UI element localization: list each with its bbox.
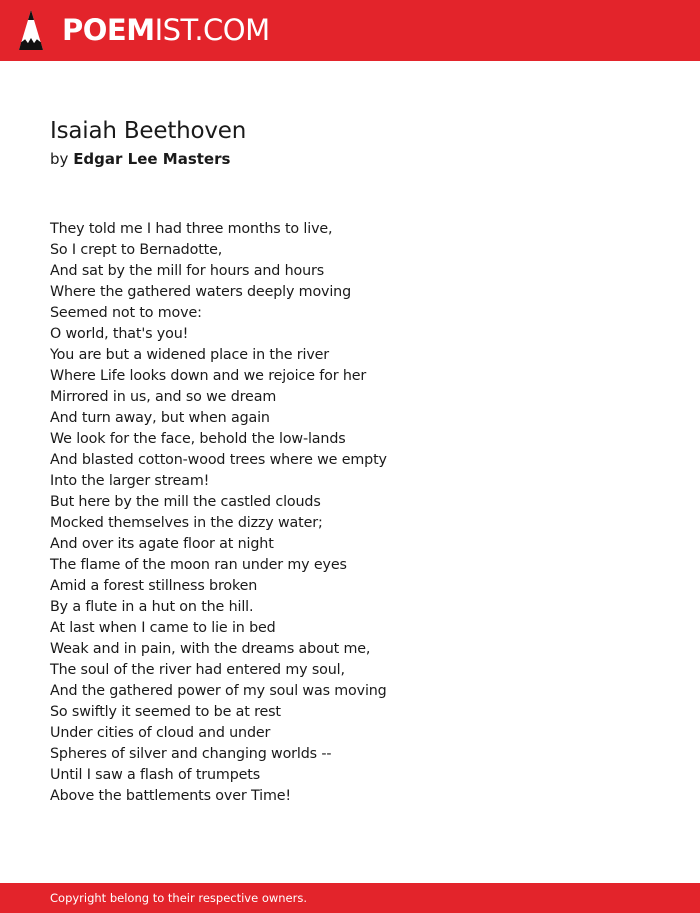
poem-line: And the gathered power of my soul was moving	[50, 683, 387, 699]
poem-line: Weak and in pain, with the dreams about me,	[50, 641, 371, 657]
poem-line: Where the gathered waters deeply moving	[50, 284, 352, 300]
poem-body	[50, 219, 387, 807]
site-header	[0, 0, 700, 61]
poem-line: We look for the face, behold the low-lands	[50, 431, 346, 447]
poem-line: Until I saw a flash of trumpets	[50, 767, 261, 783]
poem-line: Above the battlements over Time!	[50, 788, 291, 804]
brand-bold: POEM	[62, 13, 155, 47]
poem-line: Seemed not to move:	[50, 305, 202, 321]
poem-line: And turn away, but when again	[50, 410, 270, 426]
poem-line: So swiftly it seemed to be at rest	[50, 704, 281, 720]
poem-line: The flame of the moon ran under my eyes	[50, 557, 347, 573]
poem-line: And sat by the mill for hours and hours	[50, 263, 325, 279]
brand-light: IST.COM	[154, 13, 270, 47]
poem-line: Amid a forest stillness broken	[50, 578, 258, 594]
site-logo[interactable]	[62, 13, 270, 47]
poem-line: Mirrored in us, and so we dream	[50, 389, 277, 405]
poem-line: They told me I had three months to live,	[50, 221, 333, 237]
byline	[50, 149, 230, 169]
poem-line: Into the larger stream!	[50, 473, 210, 489]
site-footer	[0, 883, 700, 913]
poem-line: So I crept to Bernadotte,	[50, 242, 223, 258]
poem-line: And over its agate floor at night	[50, 536, 274, 552]
poem-line: O world, that's you!	[50, 326, 189, 342]
poem-line: Mocked themselves in the dizzy water;	[50, 515, 323, 531]
copyright-text: Copyright belong to their respective owners.	[50, 891, 308, 905]
poem-line: At last when I came to lie in bed	[50, 620, 276, 636]
poem-line: Where Life looks down and we rejoice for her	[50, 368, 367, 384]
poem-line: And blasted cotton-wood trees where we empty	[50, 452, 387, 468]
poem-line: But here by the mill the castled clouds	[50, 494, 321, 510]
poem-line: Spheres of silver and changing worlds --	[50, 746, 332, 762]
poem-line: You are but a widened place in the river	[50, 347, 330, 363]
poem-line: By a flute in a hut on the hill.	[50, 599, 254, 615]
by-label: by	[50, 150, 69, 168]
poem-line: Under cities of cloud and under	[50, 725, 271, 741]
author-name: Edgar Lee Masters	[73, 150, 231, 168]
pencil-tip-icon	[18, 9, 44, 51]
poem-title: Isaiah Beethoven	[50, 118, 247, 144]
poem-line: The soul of the river had entered my soul,	[50, 662, 345, 678]
